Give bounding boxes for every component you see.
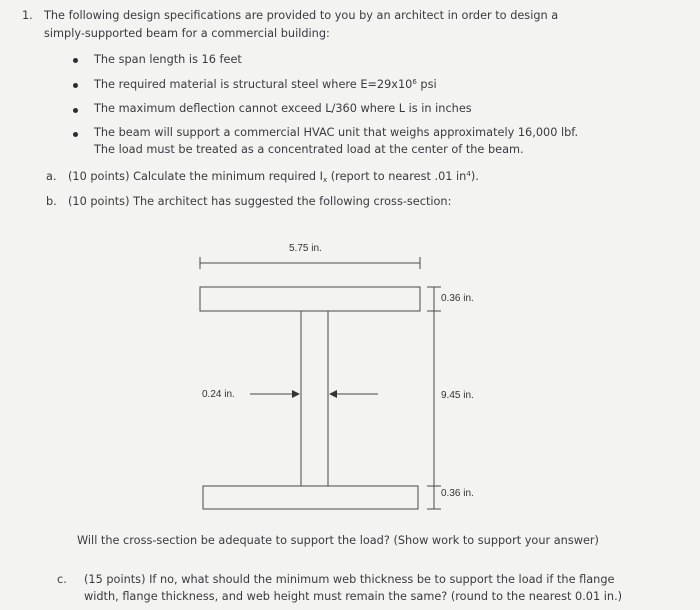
part-a-marker: a. — [46, 170, 57, 183]
bottom-flange — [203, 486, 418, 509]
flange-width-label: 5.75 in. — [289, 243, 322, 254]
part-b-marker: b. — [46, 195, 57, 208]
intro-line-1: The following design specifications are provided to you by an architect in order to design a — [44, 9, 559, 22]
part-c-line-1: (15 points) If no, what should the minimum web thickness be to support the load if the flange — [84, 573, 615, 586]
spec-span-length: The span length is 16 feet — [94, 53, 242, 66]
part-c-marker: c. — [57, 573, 67, 586]
top-flange-thickness-label: 0.36 in. — [441, 293, 474, 304]
spec-load-line-2: The load must be treated as a concentrated load at the center of the beam. — [94, 143, 524, 156]
bottom-flange-thickness-label: 0.36 in. — [441, 488, 474, 499]
intro-line-2: simply-supported beam for a commercial building: — [44, 27, 330, 40]
part-b-text: (10 points) The architect has suggested the following cross-section: — [68, 195, 452, 208]
web-thickness-arrowhead-left — [292, 390, 300, 398]
web-thickness-arrowhead-right — [329, 390, 337, 398]
spec-deflection: The maximum deflection cannot exceed L/360 where L is in inches — [94, 102, 472, 115]
spec-material: The required material is structural steel where $E=29x10^6$ psi — [94, 78, 437, 91]
web-thickness-label: 0.24 in. — [202, 389, 235, 400]
part-a-text: (10 points) Calculate the minimum required $I_x$ (report to nearest .01 $in^4$). — [68, 170, 479, 184]
web-height-label: 9.45 in. — [441, 390, 474, 401]
problem-number: 1. — [22, 9, 33, 22]
spec-load-line-1: The beam will support a commercial HVAC unit that weighs approximately 16,000 lbf. — [94, 126, 579, 139]
top-flange — [200, 287, 420, 311]
part-c-line-2: width, flange thickness, and web height must remain the same? (round to the nearest 0.01 in.) — [84, 590, 623, 603]
adequacy-question: Will the cross-section be adequate to support the load? (Show work to support your answer) — [77, 534, 599, 547]
